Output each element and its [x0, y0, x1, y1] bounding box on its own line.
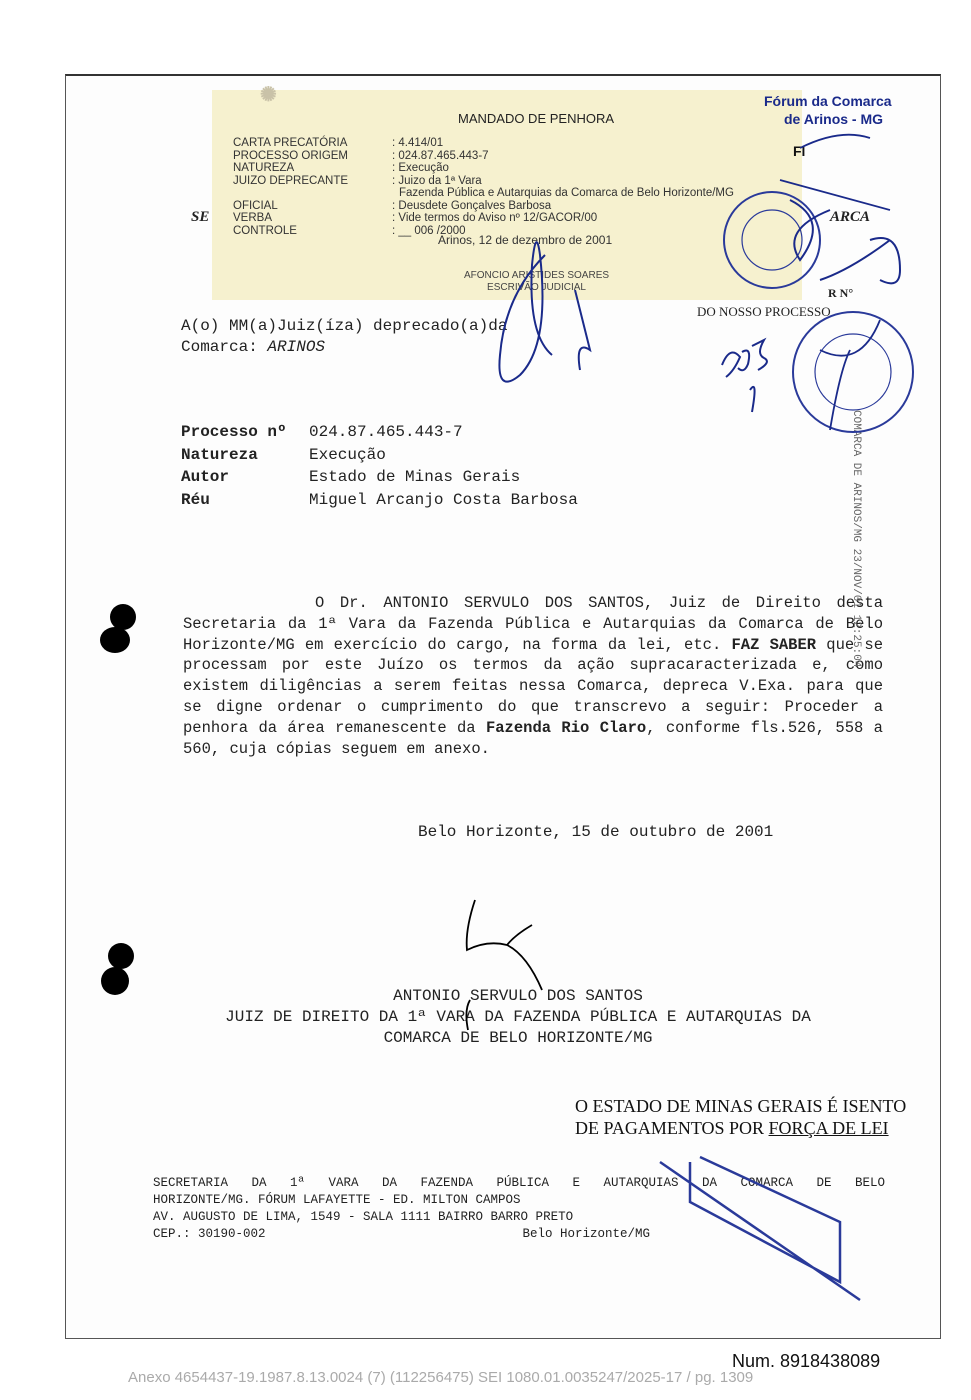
- stamp-label: CARTA PRECATÓRIA: [233, 137, 348, 149]
- process-label: Natureza: [181, 445, 258, 464]
- process-value: Estado de Minas Gerais: [309, 468, 521, 486]
- stamp-label: CONTROLE: [233, 224, 297, 237]
- annex-reference: Anexo 4654437-19.1987.8.13.0024 (7) (112256475) SEI 1080.01.0035247/2025-17 / pg. 1309: [128, 1369, 754, 1386]
- process-label: Réu: [181, 490, 210, 509]
- process-label: Autor: [181, 468, 230, 486]
- isento-underlined: FORÇA DE LEI: [768, 1118, 889, 1138]
- seal-circle-upper: [724, 192, 820, 288]
- body-bold1: FAZ SABER: [731, 635, 817, 654]
- folio-label: Fl: [793, 143, 806, 159]
- footer-line1: SECRETARIA DA 1ª VARA DA FAZENDA PÚBLICA E AUTARQUIAS DA COMARCA DE BELO: [153, 1176, 885, 1190]
- stamp-value: : Deusdete Gonçalves Barbosa: [392, 199, 552, 212]
- stamp-value: : 4.414/01: [392, 137, 444, 149]
- arrow-stamp-icon: [660, 1157, 860, 1300]
- process-label: Processo nº: [181, 423, 287, 441]
- stamp-value: : 024.87.465.443-7: [392, 149, 489, 162]
- judge-title-line1: JUIZ DE DIREITO DA 1ª VARA DA FAZENDA PÚBLICA E AUTARQUIAS DA: [225, 1008, 811, 1026]
- stamp-label: NATUREZA: [233, 162, 295, 174]
- process-value: Miguel Arcanjo Costa Barbosa: [309, 490, 578, 509]
- stamp-date: Arinos, 12 de dezembro de 2001: [438, 233, 613, 247]
- forum-line1: Fórum da Comarca: [764, 93, 892, 109]
- coat-of-arms-icon: ✺: [260, 84, 277, 106]
- signature-icon: [499, 135, 900, 430]
- stamp-label: VERBA: [233, 212, 272, 224]
- stamp-value: : Juizo da 1ª Vara: [392, 174, 482, 187]
- rn-label: R N°: [828, 286, 854, 300]
- signer-role: ESCRIVÃO JUDICIAL: [487, 282, 586, 293]
- side-protocol-stamp: COMARCA DE ARINOS/MG 23/NOV/01 12:25:04: [850, 410, 862, 668]
- process-value: 024.87.465.443-7: [309, 423, 463, 441]
- judge-title-line2: COMARCA DE BELO HORIZONTE/MG: [383, 1029, 653, 1047]
- isento-line1: O ESTADO DE MINAS GERAIS É ISENTO: [575, 1096, 907, 1116]
- body-bold2: Fazenda Rio Claro: [485, 718, 647, 737]
- body-part1: O Dr. ANTONIO SERVULO DOS SANTOS, Juiz de Direito desta Secretaria da 1ª Vara da Fazenda Pública e Autarquias da Comarca de Belo Horizonte/MG em exercício do cargo, na forma da lei, etc.: [183, 594, 883, 654]
- body-part2: que se processam por este Juízo os termos da ação supracaracterizada e, como existem diligências a serem feitas nessa Comarca, depreca V.Exa. para que se digne ordenar o cumprimento do que transcrevo a seguir: Proceder a penhora da área remanescente da: [183, 635, 883, 737]
- body-part3: , conforme fls.526, 558 a 560, cuja cópias seguem em anexo.: [183, 718, 883, 758]
- stamp-label: JUIZO DEPRECANTE: [233, 174, 349, 187]
- comarca-label: Comarca:: [181, 338, 268, 356]
- judge-name: ANTONIO SERVULO DOS SANTOS: [393, 987, 643, 1005]
- footer-cep: CEP.: 30190-002: [153, 1227, 266, 1241]
- stamp-title: MANDADO DE PENHORA: [458, 111, 615, 126]
- stamp-value: Fazenda Pública e Autarquias da Comarca de Belo Horizonte/MG: [399, 187, 734, 199]
- arca-fragment: ARCA: [830, 209, 871, 225]
- seal-circle-lower: [793, 312, 913, 432]
- stamp-value: : Execução: [392, 162, 449, 174]
- footer-city: Belo Horizonte/MG: [522, 1227, 650, 1241]
- stamp-value: : Vide termos do Aviso nº 12/GACOR/00: [392, 212, 598, 224]
- footer-line3: AV. AUGUSTO DE LIMA, 1549 - SALA 1111 BAIRRO BARRO PRETO: [153, 1210, 574, 1224]
- signer-name: AFONCIO ARISTIDES SOARES: [464, 270, 610, 281]
- addressee-line1: A(o) MM(a)Juiz(íza) deprecado(a)da: [181, 317, 508, 335]
- forum-line2: de Arinos - MG: [784, 111, 884, 127]
- nosso-processo-label: DO NOSSO PROCESSO: [697, 304, 831, 319]
- stamp-label: PROCESSO ORIGEM: [233, 149, 349, 162]
- handwritten-number-icon: [722, 340, 767, 412]
- isento-line2: DE PAGAMENTOS POR: [575, 1118, 769, 1138]
- se-fragment: SE: [191, 209, 210, 225]
- judge-signature-icon: [466, 900, 542, 1030]
- stamp-value: : __ 006 /2000: [392, 224, 466, 237]
- comarca-value: ARINOS: [267, 338, 326, 356]
- footer-line2: HORIZONTE/MG. FÓRUM LAFAYETTE - ED. MILTON CAMPOS: [153, 1193, 521, 1207]
- dateline: Belo Horizonte, 15 de outubro de 2001: [418, 823, 774, 841]
- stamp-label: OFICIAL: [233, 199, 278, 212]
- document-number: Num. 8918438089: [732, 1351, 881, 1371]
- process-value: Execução: [309, 445, 386, 464]
